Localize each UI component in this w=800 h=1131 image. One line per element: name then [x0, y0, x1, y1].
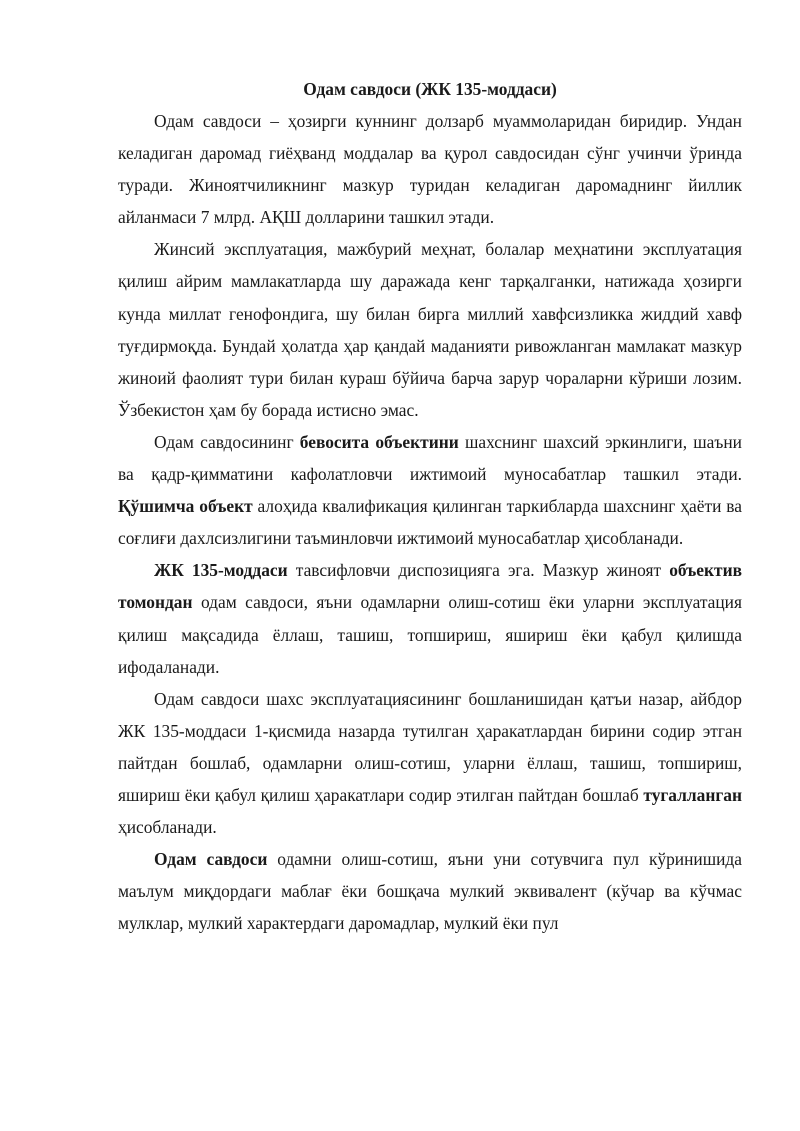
paragraph-4-text-2: одам савдоси, яъни одамларни олиш-сотиш ёки уларни эксплуатация қилиш мақсадида ёллаш, ташиш, топшириш, яшириш ёки қабул қилишда ифодаланади.: [118, 592, 742, 677]
paragraph-2: Жинсий эксплуатация, мажбурий меҳнат, болалар меҳнатини эксплуатация қилиш айрим мамлакатларда шу даражада кенг тарқалганки, натижада ҳозирги кунда миллат генофондига, шу билан бирга миллий хавфсизликка жиддий хавф туғдирмоқда. Бундай ҳолатда ҳар қандай маданияти ривожланган мамлакат мазкур жиноий фаолият тури билан кураш бўйича барча зарур чораларни кўриши лозим. Ўзбекистон ҳам бу борада истисно эмас.: [118, 239, 742, 420]
paragraph-1: Одам савдоси – ҳозирги куннинг долзарб муаммоларидан биридир. Ундан келадиган даромад гиёҳванд моддалар ва қурол савдосидан сўнг учинчи ўринда туради. Жиноятчиликнинг мазкур туридан келадиган даромаднинг йиллик айланмаси 7 млрд. АҚШ долларини ташкил этади.: [118, 111, 742, 228]
paragraph-3-text-1: Одам савдосининг: [154, 431, 300, 452]
paragraph-4-bold-1: ЖК 135-моддаси: [154, 560, 288, 581]
paragraph-3: [118, 426, 742, 554]
paragraph-5: [118, 683, 742, 843]
document-title: Одам савдоси (ЖК 135-моддаси): [303, 79, 557, 99]
paragraph-4-bold-2: объектив томондан: [118, 560, 742, 613]
paragraph-3-text-3: алоҳида квалификация қилинган таркибларда шахснинг ҳаёти ва соғлиғи дахлсизлигини таъминловчи ижтимоий муносабатлар ҳисобланади.: [118, 496, 742, 549]
paragraph-3-bold-2: Қўшимча объект: [118, 496, 253, 517]
paragraph-4-text-1: тавсифловчи диспозицияга эга. Мазкур жиноят: [287, 560, 670, 581]
paragraph-6-text-1: одамни олиш-сотиш, яъни уни сотувчига пул кўринишида маълум миқдордаги маблағ ёки бошқача мулкий эквивалент (кўчар ва кўчмас мулклар, мулкий характердаги даромадлар, мулкий ёки пул: [118, 849, 742, 934]
paragraph-6-bold-1: Одам савдоси: [154, 849, 268, 870]
paragraph-5-text-2: ҳисобланади.: [118, 817, 217, 838]
paragraph-4: [118, 554, 742, 682]
paragraph-3-text-2: шахснинг шахсий эркинлиги, шаъни ва қадр-қимматини кафолатловчи ижтимоий муносабатлар ташкил этади.: [118, 431, 742, 485]
paragraph-5-text-1: Одам савдоси шахс эксплуатациясининг бошланишидан қатъи назар, айбдор ЖК 135-моддаси 1-қисмида назарда тутилган ҳаракатлардан бирини содир этган пайтдан бошлаб, одамларни олиш-сотиш, уларни ёллаш, ташиш, топшириш, яшириш ёки қабул қилиш ҳаракатлари содир этилган пайтдан бошлаб: [118, 688, 742, 805]
paragraph-6: [118, 843, 742, 939]
document-body: [118, 72, 742, 939]
paragraph-5-bold-1: тугалланган: [643, 784, 742, 805]
paragraph-3-bold-1: бевосита объектини: [299, 431, 459, 452]
